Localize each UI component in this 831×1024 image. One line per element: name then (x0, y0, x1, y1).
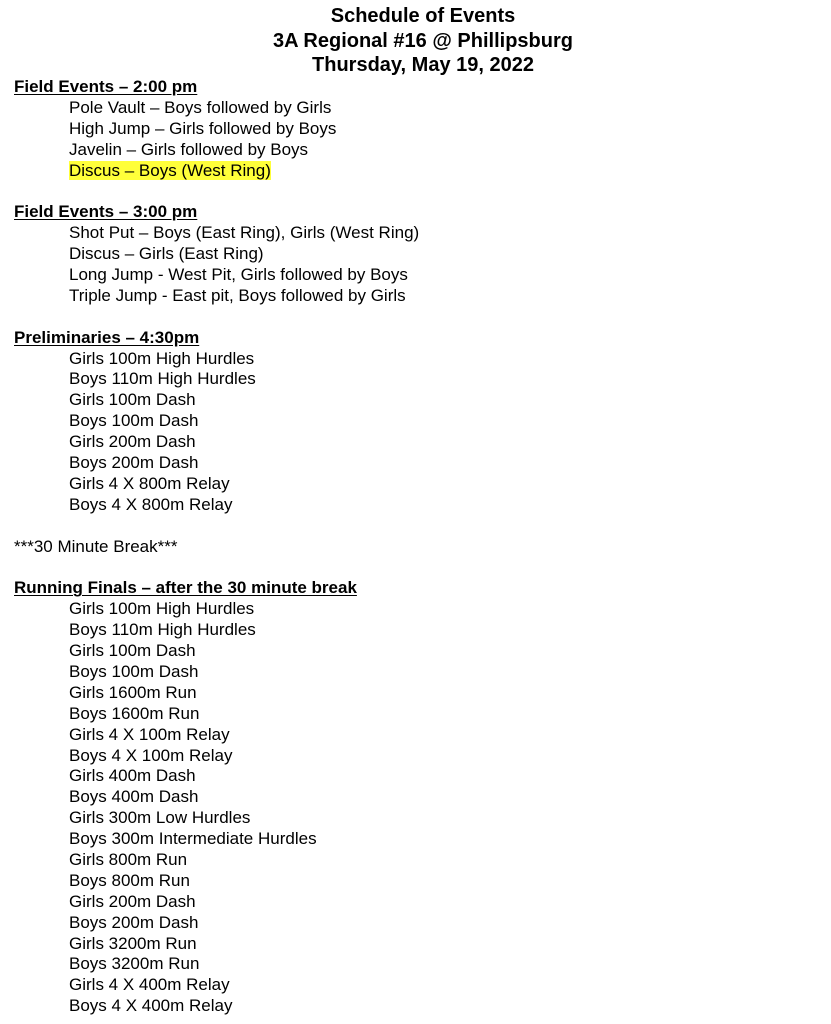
list-item: Boys 800m Run (69, 870, 190, 890)
list-item: Girls 100m High Hurdles (69, 348, 255, 368)
list-item: Discus – Girls (East Ring) (69, 244, 264, 264)
list-item: Boys 100m Dash (69, 661, 199, 681)
list-item: Girls 400m Dash (69, 766, 196, 786)
list-item: Girls 4 X 100m Relay (69, 724, 230, 744)
section-heading-field-events-2pm: Field Events – 2:00 pm (14, 77, 198, 96)
list-item: Boys 200m Dash (69, 453, 199, 473)
list-item: Pole Vault – Boys followed by Girls (69, 97, 332, 117)
blank-line (14, 516, 814, 537)
list-item: Girls 3200m Run (69, 933, 197, 953)
list-item: Girls 1600m Run (69, 682, 197, 702)
list-item: Girls 300m Low Hurdles (69, 808, 251, 828)
list-item: Boys 4 X 800m Relay (69, 494, 233, 514)
meet-name: 3A Regional #16 @ Phillipsburg (273, 29, 573, 52)
list-item: Boys 400m Dash (69, 787, 199, 807)
list-item: Girls 100m High Hurdles (69, 599, 255, 619)
list-item: Triple Jump - East pit, Boys followed by Girls (69, 285, 406, 305)
meet-date: Thursday, May 19, 2022 (312, 54, 534, 76)
list-item: Boys 110m High Hurdles (69, 620, 256, 640)
section-heading-preliminaries: Preliminaries – 4:30pm (14, 327, 200, 347)
list-item: Girls 200m Dash (69, 432, 196, 452)
list-item: Girls 100m Dash (69, 641, 196, 661)
list-item: Long Jump - West Pit, Girls followed by Boys (69, 265, 408, 285)
list-item: Girls 800m Run (69, 849, 188, 869)
list-item: Boys 4 X 100m Relay (69, 745, 233, 765)
list-item: Girls 4 X 400m Relay (69, 975, 230, 995)
title-block (0, 4, 831, 78)
list-item: Shot Put – Boys (East Ring), Girls (West Ring) (69, 223, 420, 243)
break-note: ***30 Minute Break*** (14, 536, 178, 556)
document-title: Schedule of Events (330, 5, 516, 27)
highlighted-text: Discus – Boys (West Ring) (69, 160, 271, 180)
list-item: Girls 100m Dash (69, 390, 196, 410)
blank-line (14, 557, 814, 578)
list-item: High Jump – Girls followed by Boys (69, 118, 337, 138)
list-item: Boys 200m Dash (69, 912, 199, 932)
blank-line (14, 307, 814, 328)
list-item-highlighted (14, 161, 814, 182)
list-item: Javelin – Girls followed by Boys (69, 139, 309, 159)
list-item: Girls 4 X 800m Relay (69, 473, 230, 493)
list-item: Boys 300m Intermediate Hurdles (69, 829, 317, 849)
schedule-content (14, 77, 814, 1017)
section-heading-running-finals: Running Finals – after the 30 minute break (14, 578, 357, 598)
list-item: Boys 110m High Hurdles (69, 369, 256, 389)
list-item: Boys 1600m Run (69, 703, 200, 723)
list-item: Boys 3200m Run (69, 954, 200, 974)
section-heading-field-events-3pm: Field Events – 3:00 pm (14, 202, 198, 222)
list-item: Boys 100m Dash (69, 411, 199, 431)
list-item: Boys 4 X 400m Relay (69, 996, 233, 1016)
blank-line (14, 181, 814, 202)
list-item: Girls 200m Dash (69, 891, 196, 911)
